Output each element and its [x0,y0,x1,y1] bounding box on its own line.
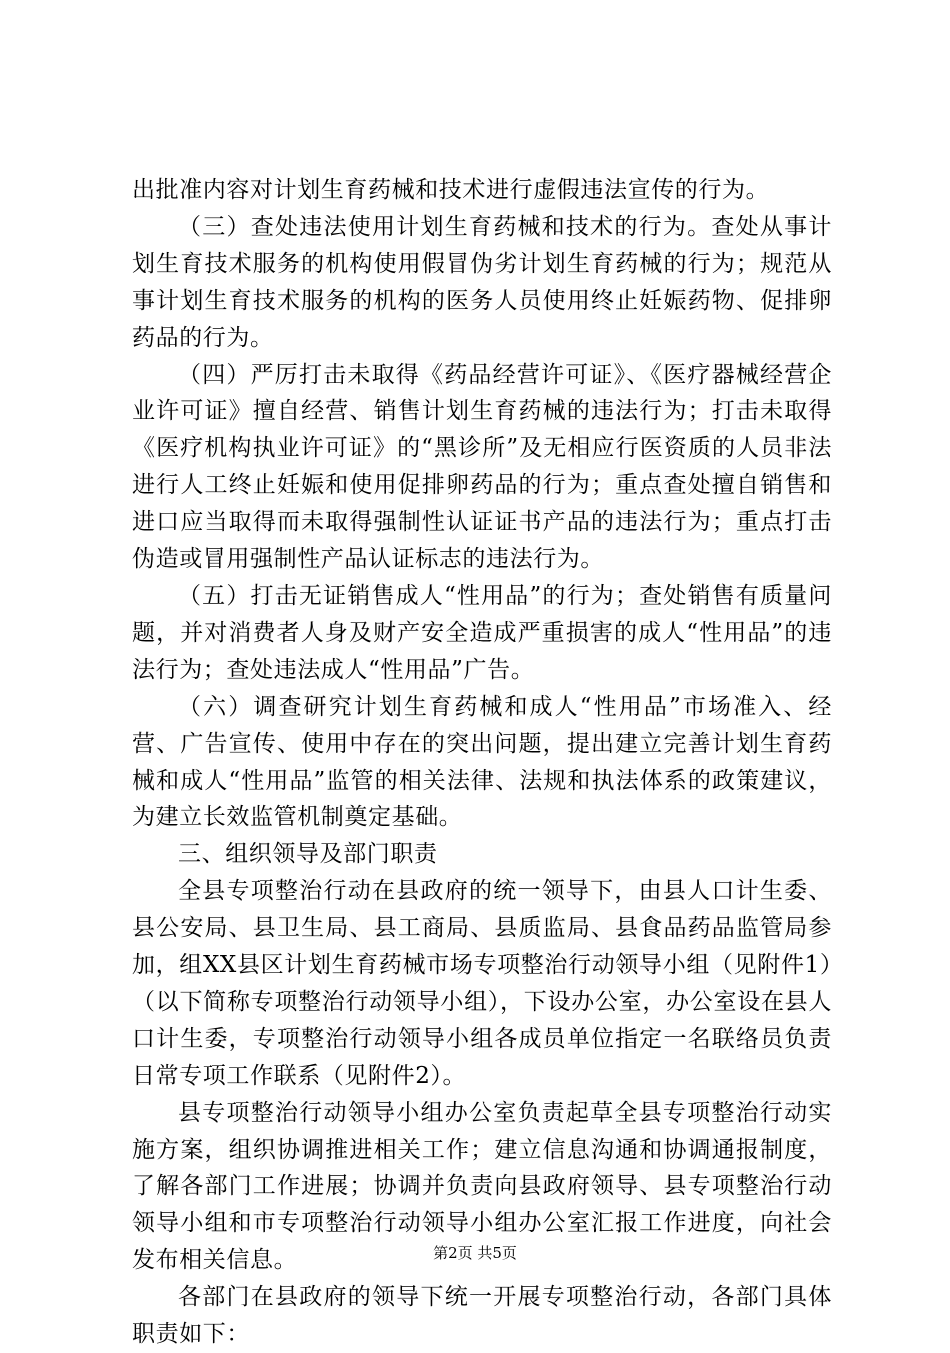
paragraph: 出批准内容对计划生育药械和技术进行虚假违法宣传的行为。 [132,177,770,203]
paragraph: 全县专项整治行动在县政府的统一领导下，由县人口计生委、县公安局、县卫生局、县工商局、县质监局、县食品药品监管局参加，组XX县区计划生育药械市场专项整治行动领导小组（见附件1）（以下简称专项整治行动领导小组），下设办公室，办公室设在县人口计生委，专项整治行动领导小组各成员单位指定一名联络员负责日常专项工作联系（见附件2）。 [132,878,832,1089]
section-heading: 三、组织领导及部门职责 [178,841,438,868]
paragraph: （四）严厉打击未取得《药品经营许可证》、《医疗器械经营企业许可证》擅自经营、销售计划生育药械的违法行为；打击未取得《医疗机构执业许可证》的“黑诊所”及无相应行医资质的人员非法进行人工终止妊娠和使用促排卵药品的行为；重点查处擅自销售和进口应当取得而未取得强制性认证证书产品的违法行为；重点打击伪造或冒用强制性产品认证标志的违法行为。 [132,361,832,573]
document-body [132,172,832,1353]
paragraph: 县专项整治行动领导小组办公室负责起草全县专项整治行动实施方案，组织协调推进相关工作；建立信息沟通和协调通报制度，了解各部门工作进展；协调并负责向县政府领导、县专项整治行动领导小组和市专项整治行动领导小组办公室汇报工作进度，向社会发布相关信息。 [132,1099,832,1274]
page-footer [0,1243,950,1263]
paragraph: （六）调查研究计划生育药械和成人“性用品”市场准入、经营、广告宣传、使用中存在的突出问题，提出建立完善计划生育药械和成人“性用品”监管的相关法律、法规和执法体系的政策建议，为建立长效监管机制奠定基础。 [132,693,832,831]
page-indicator: 第2页 共5页 [433,1244,517,1262]
paragraph: （五）打击无证销售成人“性用品”的行为；查处销售有质量问题，并对消费者人身及财产安全造成严重损害的成人“性用品”的违法行为；查处违法成人“性用品”广告。 [132,582,832,683]
paragraph: （三）查处违法使用计划生育药械和技术的行为。查处从事计划生育技术服务的机构使用假冒伪劣计划生育药械的行为；规范从事计划生育技术服务的机构的医务人员使用终止妊娠药物、促排卵药品的行为。 [132,213,832,351]
paragraph: 各部门在县政府的领导下统一开展专项整治行动，各部门具体职责如下： [132,1284,832,1348]
